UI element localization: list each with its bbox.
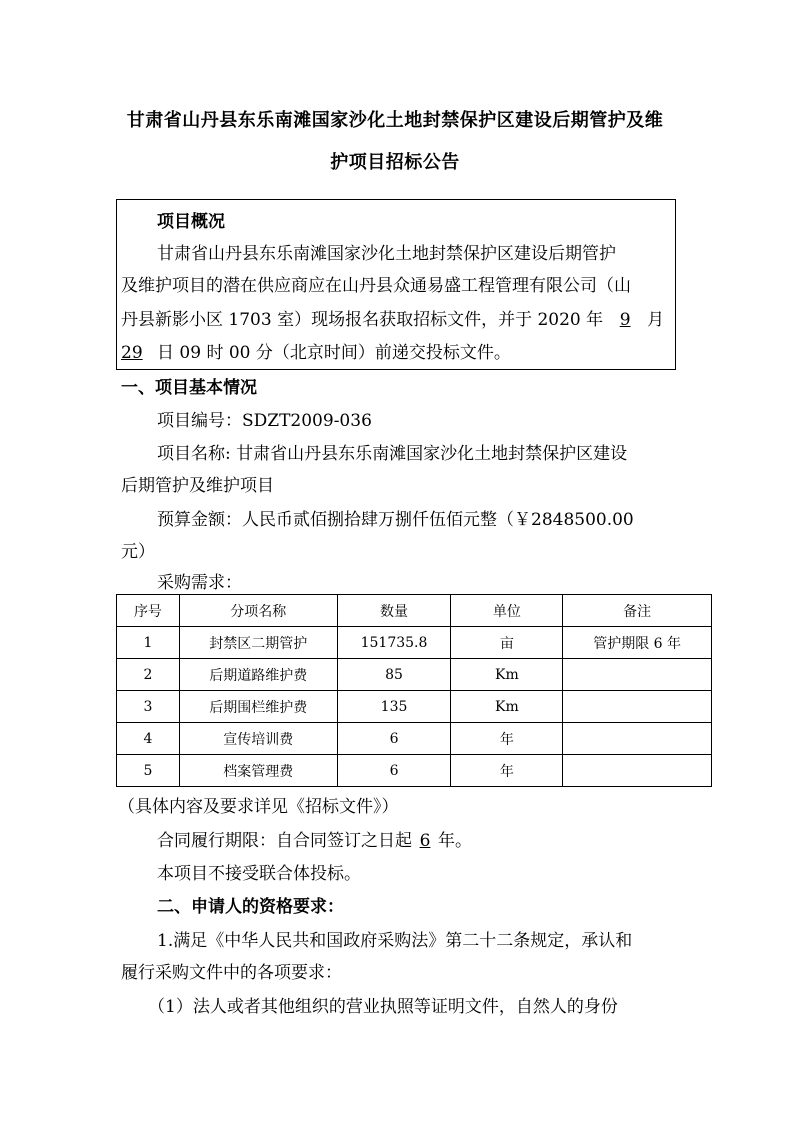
cell-quantity: 151735.8 — [337, 627, 451, 659]
cell-item-name: 后期围栏维护费 — [179, 691, 337, 723]
overview-heading: 项目概况 — [157, 212, 225, 232]
cell-index: 5 — [117, 755, 180, 787]
overview-month: 9 — [619, 310, 631, 330]
cell-unit: 亩 — [451, 627, 563, 659]
cell-quantity: 6 — [337, 755, 451, 787]
cell-unit: Km — [451, 659, 563, 691]
cell-item-name: 封禁区二期管护 — [179, 627, 337, 659]
table-row — [117, 723, 712, 755]
section-2-heading: 二、申请人的资格要求： — [157, 897, 344, 917]
cell-remarks: 管护期限 6 年 — [563, 627, 712, 659]
cell-unit: 年 — [451, 723, 563, 755]
table-header-row — [117, 595, 712, 627]
qualification-1-line-1: 1.满足《中华人民共和国政府采购法》第二十二条规定，承认和 — [157, 931, 633, 951]
detail-note: （具体内容及要求详见《招标文件》） — [118, 797, 399, 817]
cell-item-name: 档案管理费 — [179, 755, 337, 787]
overview-day: 29 — [121, 343, 143, 363]
table-row — [117, 627, 712, 659]
table-row — [117, 691, 712, 723]
cell-index: 2 — [117, 659, 180, 691]
cell-index: 3 — [117, 691, 180, 723]
header-item-name: 分项名称 — [179, 595, 337, 627]
overview-line-4-text: 日 09 时 00 分（北京时间）前递交投标文件。 — [157, 343, 511, 363]
overview-line-3 — [121, 308, 664, 332]
overview-line-1: 甘肃省山丹县东乐南滩国家沙化土地封禁保护区建设后期管护 — [157, 244, 616, 264]
overview-line-3-text: 丹县新影小区 1703 室）现场报名获取招标文件，并于 2020 年 — [121, 310, 604, 330]
cell-index: 1 — [117, 627, 180, 659]
section-1-heading: 一、项目基本情况 — [121, 378, 257, 398]
cell-index: 4 — [117, 723, 180, 755]
cell-remarks — [563, 723, 712, 755]
contract-term — [157, 829, 472, 853]
document-title-line-2: 护项目招标公告 — [330, 152, 460, 173]
budget-line-2: 元） — [121, 542, 155, 562]
table-row — [117, 659, 712, 691]
procurement-table — [116, 594, 712, 787]
cell-unit: Km — [451, 691, 563, 723]
contract-term-suffix: 年。 — [438, 831, 472, 851]
cell-unit: 年 — [451, 755, 563, 787]
header-index: 序号 — [117, 595, 180, 627]
budget-line-1: 预算金额：人民币贰佰捌拾肆万捌仟伍佰元整（￥2848500.00 — [157, 510, 634, 530]
cell-quantity: 6 — [337, 723, 451, 755]
cell-quantity: 85 — [337, 659, 451, 691]
contract-term-prefix: 合同履行期限：自合同签订之日起 — [157, 831, 412, 851]
cell-remarks — [563, 659, 712, 691]
header-quantity: 数量 — [337, 595, 451, 627]
qualification-1-line-2: 履行采购文件中的各项要求： — [121, 963, 342, 983]
header-unit: 单位 — [451, 595, 563, 627]
document-title-line-1: 甘肃省山丹县东乐南滩国家沙化土地封禁保护区建设后期管护及维 — [126, 110, 664, 131]
contract-term-years: 6 — [419, 831, 431, 851]
overview-line-4 — [121, 341, 511, 365]
no-consortium-note: 本项目不接受联合体投标。 — [157, 864, 361, 884]
overview-line-2: 及维护项目的潜在供应商应在山丹县众通易盛工程管理有限公司（山 — [121, 276, 631, 296]
project-name-line-1: 项目名称: 甘肃省山丹县东乐南滩国家沙化土地封禁保护区建设 — [157, 444, 628, 464]
cell-remarks — [563, 755, 712, 787]
cell-remarks — [563, 691, 712, 723]
cell-item-name: 宣传培训费 — [179, 723, 337, 755]
project-name-line-2: 后期管护及维护项目 — [121, 476, 274, 496]
cell-item-name: 后期道路维护费 — [179, 659, 337, 691]
project-number: 项目编号：SDZT2009-036 — [157, 411, 372, 431]
header-remarks: 备注 — [563, 595, 712, 627]
qualification-1-1: （1）法人或者其他组织的营业执照等证明文件，自然人的身份 — [148, 997, 618, 1017]
table-row — [117, 755, 712, 787]
cell-quantity: 135 — [337, 691, 451, 723]
overview-month-unit: 月 — [647, 310, 665, 330]
procurement-demand-label: 采购需求： — [157, 573, 242, 593]
